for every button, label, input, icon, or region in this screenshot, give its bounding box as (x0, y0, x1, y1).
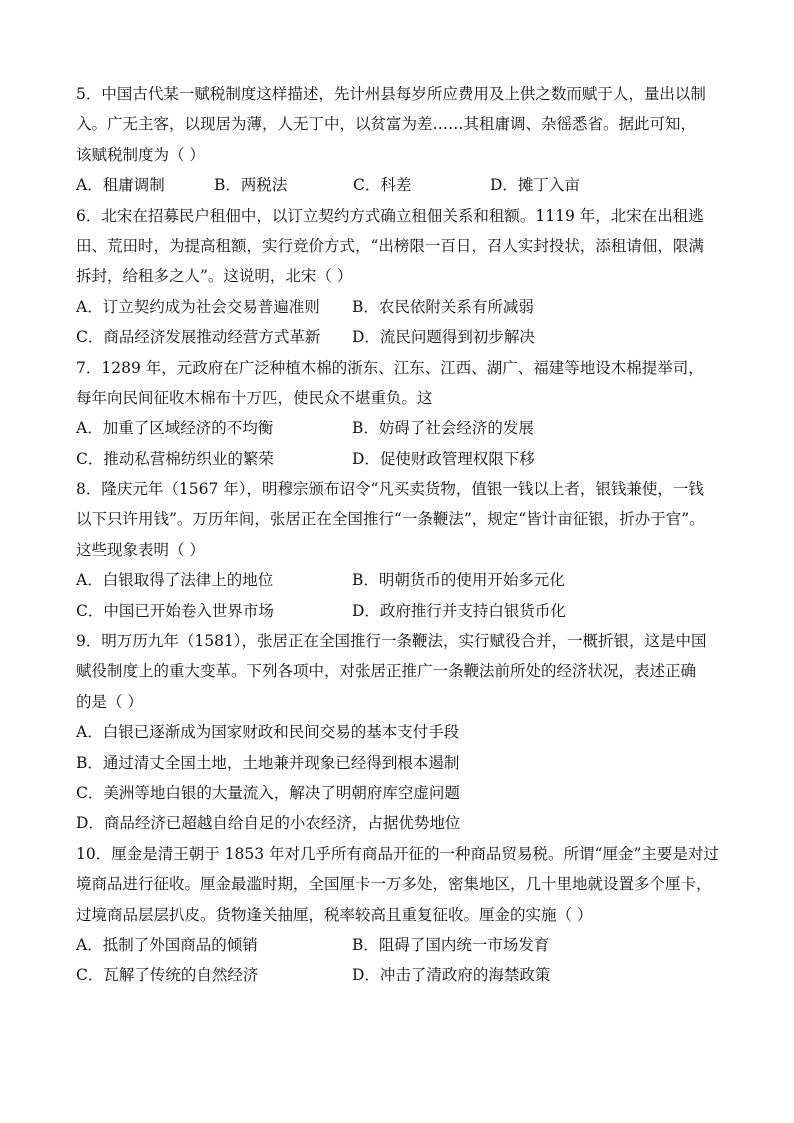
question-6 (76, 201, 721, 353)
question-10-stem-line: 10．厘金是清王朝于 1853 年对几乎所有商品开征的一种商品贸易税。所谓“厘金”主要是对过 (76, 844, 719, 863)
option-a[interactable]: A．订立契约成为社会交易普遍准则 (76, 297, 320, 316)
question-9-stem-line: 的是（ ） (76, 692, 143, 711)
option-a[interactable]: A．白银已逐渐成为国家财政和民间交易的基本支付手段 (76, 723, 460, 742)
option-c[interactable]: C．推动私营棉纺织业的繁荣 (76, 449, 274, 468)
option-d[interactable]: D．商品经济已超越自给自足的小农经济，占据优势地位 (76, 814, 461, 833)
question-6-options-row (76, 292, 721, 322)
question-5-stem-line: 该赋税制度为（ ） (76, 145, 205, 164)
question-6-stem-line: 田、荒田时，为提高租额，实行竞价方式，“出榜限一百日，召人实封投状，添租请佃，限满 (76, 236, 704, 255)
question-5 (76, 79, 721, 201)
option-d[interactable]: D．促使财政管理权限下移 (352, 449, 535, 468)
question-8-options-row (76, 596, 721, 626)
option-d[interactable]: D．冲击了清政府的海禁政策 (352, 966, 551, 985)
question-8-stem-line: 8．隆庆元年（1567 年），明穆宗颁布诏令“凡买卖货物，值银一钱以上者，银钱兼使，一钱 (76, 480, 704, 499)
option-d[interactable]: D．政府推行并支持白银货币化 (352, 601, 566, 620)
question-7-stem-line: 每年向民间征收木棉布十万匹，使民众不堪重负。这 (76, 388, 433, 407)
option-b[interactable]: B．明朝货币的使用开始多元化 (352, 571, 565, 590)
question-9-stem-line: 9．明万历九年（1581），张居正在全国推行一条鞭法，实行赋役合并，一概折银，这是中国 (76, 632, 707, 651)
question-10 (76, 839, 721, 991)
question-9 (76, 626, 721, 839)
option-b[interactable]: B．阻碍了国内统一市场发育 (352, 935, 550, 954)
option-c[interactable]: C．瓦解了传统的自然经济 (76, 966, 259, 985)
question-5-stem-line: 入。广无主客，以现居为薄，人无丁中，以贫富为差……其租庸调、杂徭悉省。据此可知， (76, 115, 697, 134)
option-c[interactable]: C．商品经济发展推动经营方式革新 (76, 328, 321, 347)
question-6-stem-line: 拆封，给租多之人”。这说明，北宋（ ） (76, 267, 353, 286)
option-a[interactable]: A．租庸调制 (76, 176, 165, 195)
option-b[interactable]: B．农民依附关系有所减弱 (352, 297, 534, 316)
option-a[interactable]: A．加重了区域经济的不均衡 (76, 419, 274, 438)
question-9-stem-line: 赋役制度上的重大变革。下列各项中，对张居正推广一条鞭法前所处的经济状况，表述正确 (76, 662, 697, 681)
question-8-stem-line: 以下只许用钱”。万历年间，张居正在全国推行“一条鞭法”，规定“皆计亩征银，折办于官”。 (76, 510, 705, 529)
option-c[interactable]: C．科差 (353, 176, 412, 195)
option-d[interactable]: D．摊丁入亩 (490, 176, 580, 195)
option-a[interactable]: A．白银取得了法律上的地位 (76, 571, 274, 590)
question-7-options-row (76, 413, 721, 443)
question-10-options-row (76, 930, 721, 960)
question-8-options-row (76, 565, 721, 595)
option-d[interactable]: D．流民问题得到初步解决 (352, 328, 535, 347)
question-6-stem-line: 6．北宋在招募民户租佃中，以订立契约方式确立租佃关系和租额。1119 年，北宋在出租逃 (76, 206, 704, 225)
question-10-options-row (76, 960, 721, 990)
question-7-options-row (76, 444, 721, 474)
option-a[interactable]: A．抵制了外国商品的倾销 (76, 935, 258, 954)
question-8-stem-line: 这些现象表明（ ） (76, 540, 205, 559)
question-6-options-row (76, 322, 721, 352)
question-7-stem-line: 7．1289 年，元政府在广泛种植木棉的浙东、江东、江西、湖广、福建等地设木棉提举司， (76, 358, 704, 377)
question-10-stem-line: 境商品进行征收。厘金最滥时期，全国厘卡一万多处，密集地区，几十里地就设置多个厘卡， (76, 875, 712, 894)
option-b[interactable]: B．两税法 (214, 176, 288, 195)
question-5-options (76, 170, 721, 200)
question-8 (76, 474, 721, 626)
question-7 (76, 353, 721, 475)
option-b[interactable]: B．妨碍了社会经济的发展 (352, 419, 534, 438)
question-10-stem-line: 过境商品层层扒皮。货物逢关抽厘，税率较高且重复征收。厘金的实施（ ） (76, 905, 593, 924)
option-c[interactable]: C．美洲等地白银的大量流入，解决了明朝府库空虚问题 (76, 783, 460, 802)
exam-page (76, 79, 721, 991)
option-c[interactable]: C．中国已开始卷入世界市场 (76, 601, 274, 620)
option-b[interactable]: B．通过清丈全国土地，土地兼并现象已经得到根本遏制 (76, 753, 460, 772)
question-5-stem-line: 5．中国古代某一赋税制度这样描述，先计州县每岁所应费用及上供之数而赋于人，量出以制 (76, 85, 706, 103)
